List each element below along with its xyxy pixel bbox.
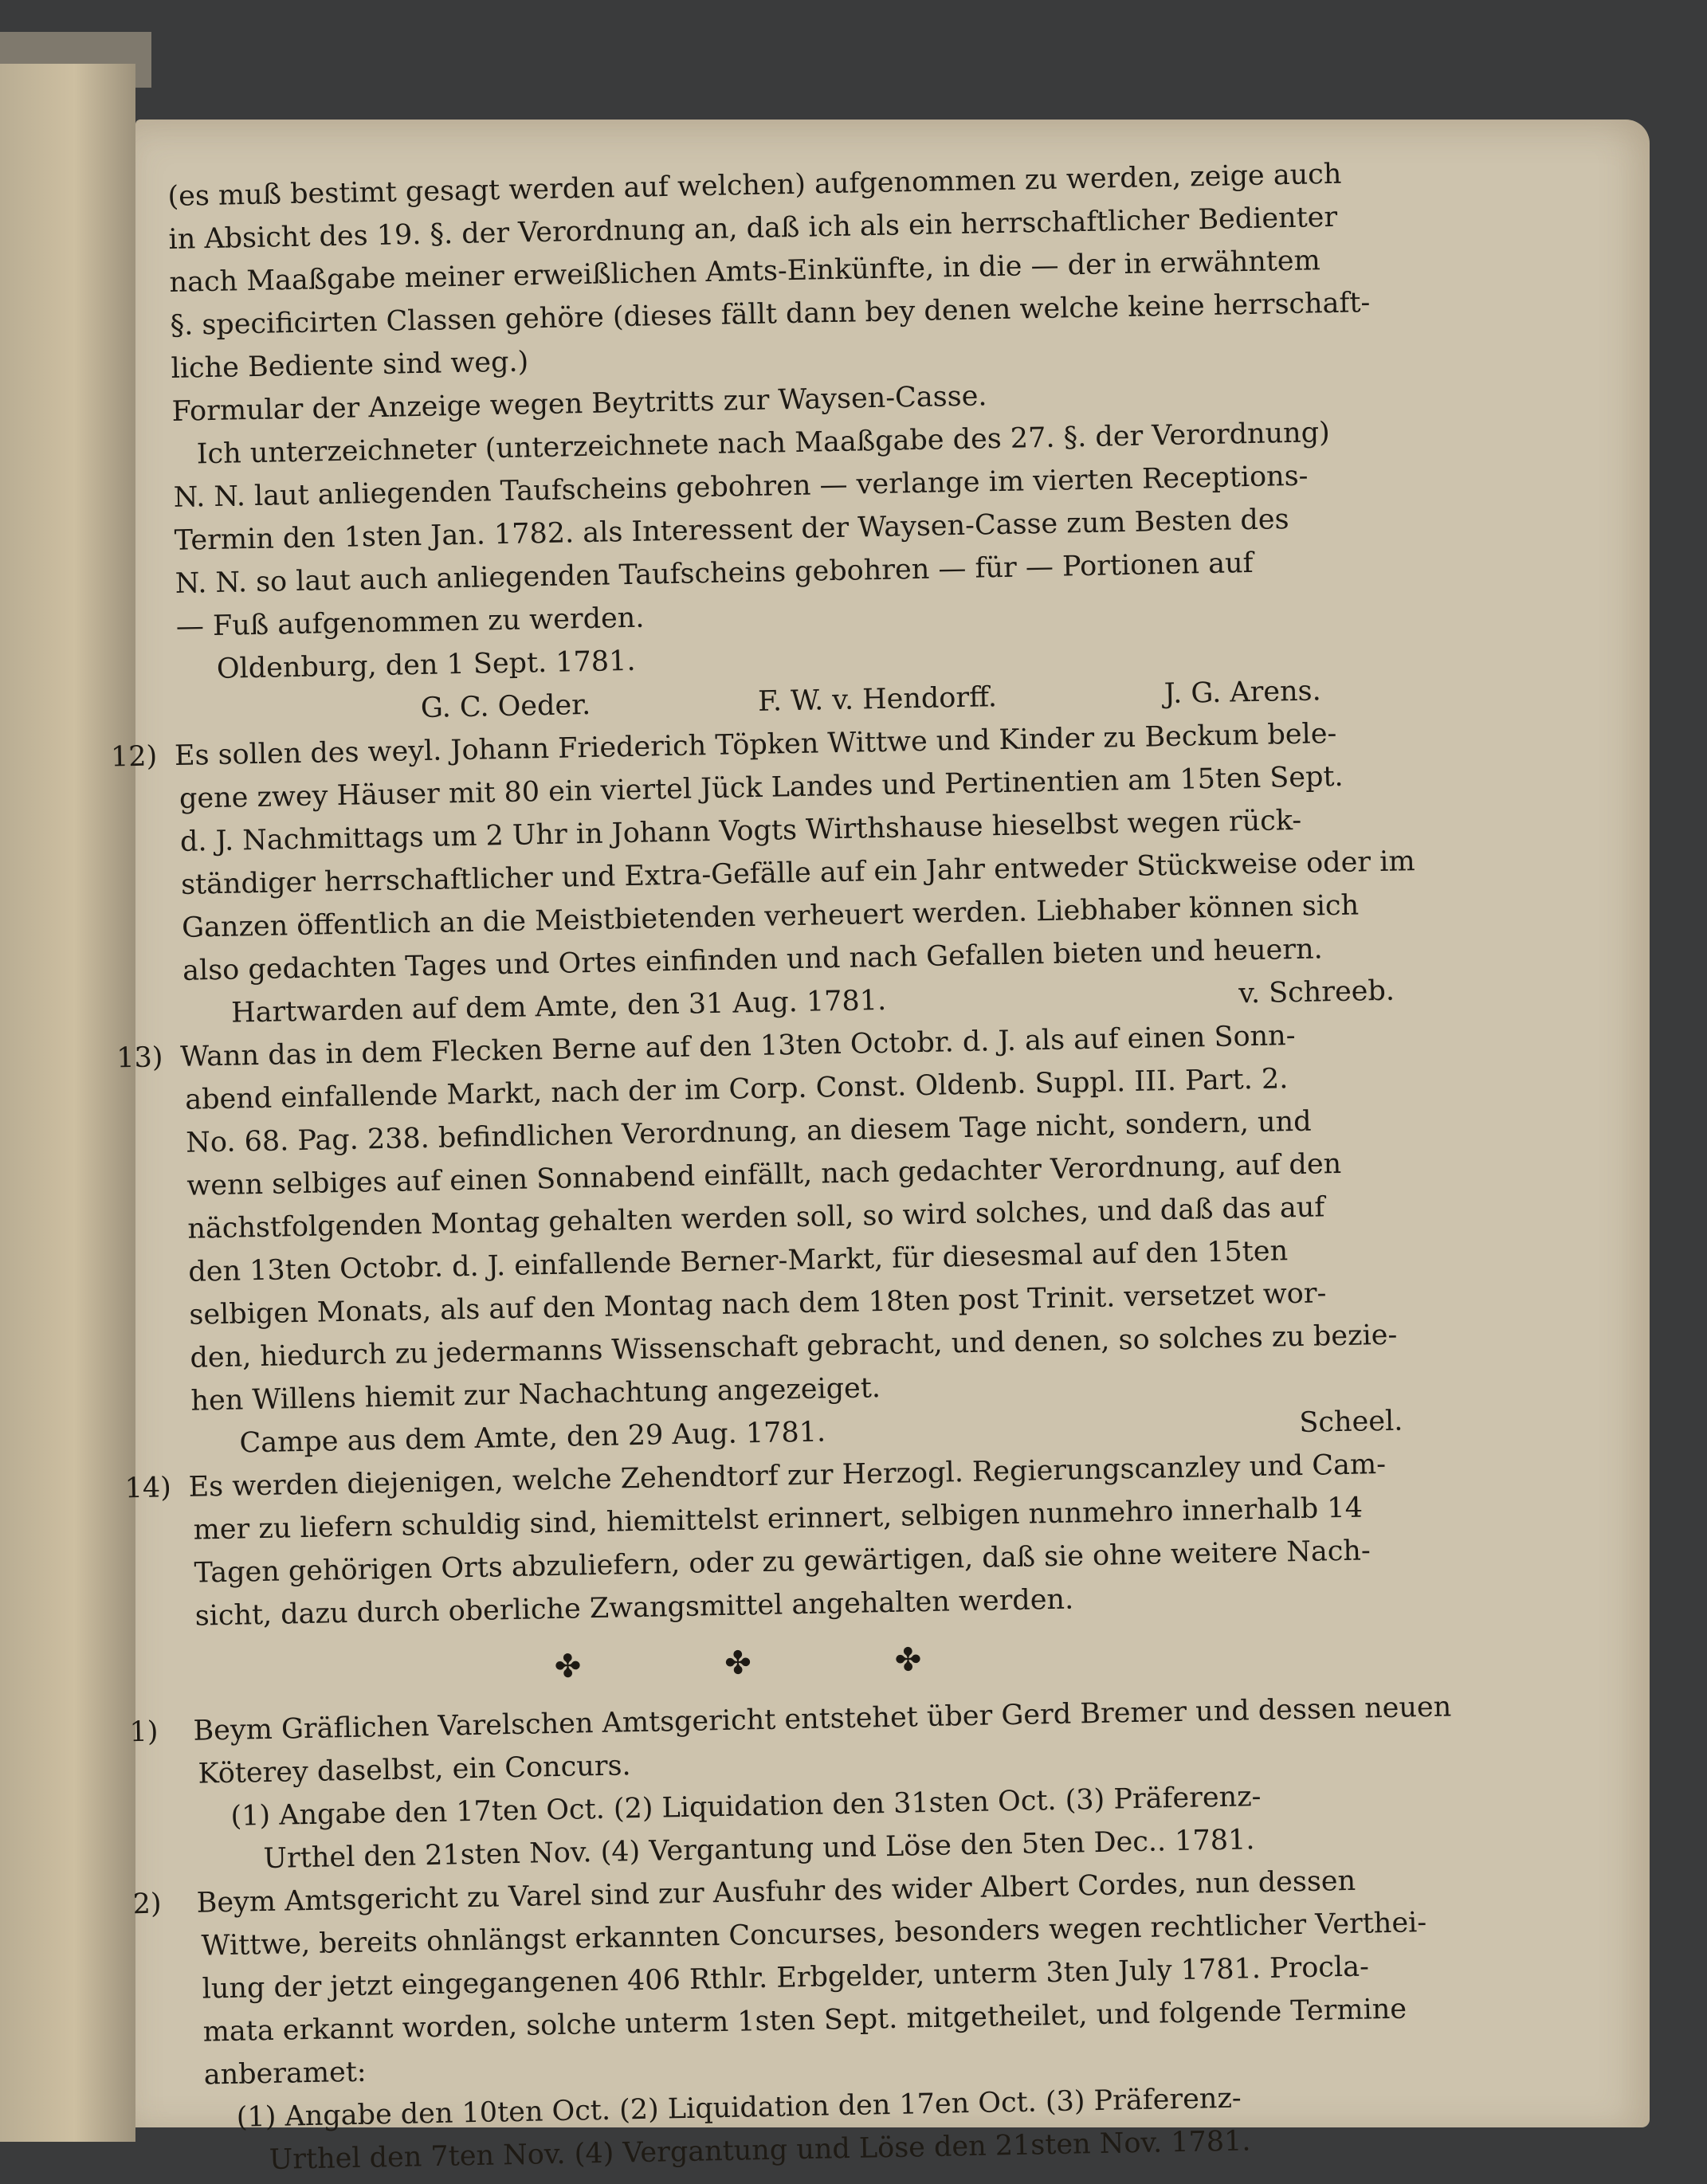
text-line: ständiger herrschaftlicher und Extra-Gefälle auf ein Jahr entweder Stückweise oder im [180,845,1415,901]
text-line: nächstfolgenden Montag gehalten werden soll, so wird solches, und daß das auf [187,1191,1325,1245]
text-line: den, hiedurch zu jedermanns Wissenschaft gebracht, und denen, so solches zu bezie- [190,1319,1398,1374]
text-line: — Fuß aufgenommen zu werden. [175,602,645,643]
text-line: Ich unterzeichneter (unterzeichnete nach Maaßgabe des 27. §. der Verordnung) [196,417,1331,471]
text-line: anberamet: [203,2056,367,2092]
notice-number: 12) [110,740,158,774]
notice-13 [116,1012,1419,1465]
text-line: Termin den 1sten Jan. 1782. als Interessent der Waysen-Casse zum Besten des [174,504,1289,557]
text-line: in Absicht des 19. §. der Verordnung an, daß ich als ein herrschaftlicher Bedienter [168,201,1338,256]
dateline: Hartwarden auf dem Amte, den 31 Aug. 1781. [230,984,887,1029]
text-line: abend einfallende Markt, nach der im Corp. Const. Oldenb. Suppl. III. Part. 2. [184,1063,1289,1116]
left-page-edge [0,64,135,2142]
text-line: Es sollen des weyl. Johann Friederich Töpken Wittwe und Kinder zu Beckum bele- [174,717,1337,772]
notice-number: 1) [129,1715,159,1749]
text-line: mata erkannt worden, solche unterm 1sten Sept. mitgetheilet, und folgende Termine [202,1993,1407,2049]
text-line: No. 68. Pag. 238. befindlichen Verordnung, an diesem Tage nicht, sondern, und [185,1105,1312,1159]
text-line: (es muß bestimt gesagt werden auf welchen) aufgenommen zu werden, zeige auch [167,158,1342,213]
text-line: also gedachten Tages und Ortes einfinden und nach Gefallen bieten und heuern. [182,933,1324,987]
text-line: nach Maaßgabe meiner erweißlichen Amts-Einkünfte, in die — der in erwähntem [169,245,1321,299]
signature-oeder: G. C. Oeder. [420,688,591,725]
text-line: Wann das in dem Flecken Berne auf den 13ten Octobr. d. J. als auf einen Sonn- [179,1020,1296,1073]
signature: Scheel. [1299,1405,1403,1440]
term-line: Urthel den 21sten Nov. (4) Vergantung und Löse den 5ten Dec.. 1781. [263,1824,1255,1876]
text-line: N. N. laut anliegenden Taufscheins gebohren — verlange im vierten Receptions- [173,460,1309,514]
text-line: Ganzen öffentlich an die Meistbietenden verheuert werden. Liebhaber können sich [181,889,1360,944]
text-line: N. N. so laut auch anliegenden Taufscheins gebohren — für — Portionen auf [175,547,1254,600]
notice-number: 14) [124,1472,172,1505]
text-line: Beym Amtsgericht zu Varel sind zur Ausfuhr des wider Albert Cordes, nun dessen [196,1864,1356,1919]
text-line: liche Bediente sind weg.) [171,346,529,385]
notice-14 [124,1442,1422,1638]
term-line: (1) Angabe den 17ten Oct. (2) Liquidation den 31sten Oct. (3) Präferenz- [230,1781,1262,1833]
dateline: Campe aus dem Amte, den 29 Aug. 1781. [239,1416,826,1460]
text-line: Köterey daselbst, ein Concurs. [198,1750,631,1790]
text-line: §. specificirten Classen gehöre (dieses fällt dann bey denen welche keine herrschaft- [170,287,1371,342]
text-line: Es werden diejenigen, welche Zehendtorf zur Herzogl. Regierungscanzley und Cam- [188,1448,1387,1504]
text-line: wenn selbiges auf einen Sonnabend einfällt, nach gedachter Verordnung, auf den [186,1147,1342,1202]
section-divider: ✤✤✤ [554,1638,1065,1686]
text-line: lung der jetzt eingegangenen 406 Rthlr. Erbgelder, unterm 3ten July 1781. Procla- [202,1951,1370,2006]
notice-a1 [129,1686,1452,1882]
text-line: Beym Gräflichen Varelschen Amtsgericht entstehet über Gerd Bremer und dessen neuen [193,1691,1452,1747]
notice-number: 13) [116,1041,163,1075]
text-line: den 13ten Octobr. d. J. einfallende Berner-Markt, für diesesmal auf den 15ten [188,1235,1289,1288]
text-line: selbigen Monats, als auf den Montag nach dem 18ten post Trinit. versetzet wor- [189,1277,1327,1331]
term-line: Urthel den 7ten Nov. (4) Vergantung und Löse den 21sten Nov. 1781. [269,2125,1251,2177]
text-line: d. J. Nachmittags um 2 Uhr in Johann Vogts Wirthshause hieselbst wegen rück- [179,804,1302,858]
notice-12 [110,711,1415,1035]
notice-a2 [132,1858,1433,2182]
signature-arens: J. G. Arens. [1164,675,1322,711]
text-line: mer zu liefern schuldig sind, hiemittelst erinnert, selbigen nunmehro innerhalb 14 [193,1492,1364,1547]
text-line: hen Willens hiemit zur Nachachtung angezeiget. [190,1372,881,1417]
form-heading: Formular der Anzeige wegen Beytritts zur Waysen-Casse. [171,380,987,428]
signature: v. Schreeb. [1238,974,1395,1010]
page-text [110,151,1452,2182]
text-line: Wittwe, bereits ohnlängst erkannten Concurses, besonders wegen rechtlicher Verthei- [201,1907,1427,1962]
dateline: Oldenburg, den 1 Sept. 1781. [216,645,636,685]
text-line: Tagen gehörigen Orts abzuliefern, oder zu gewärtigen, daß sie ohne weitere Nach- [194,1535,1371,1590]
term-line: (1) Angabe den 10ten Oct. (2) Liquidation den 17en Oct. (3) Präferenz- [236,2082,1242,2134]
signature-hendorff: F. W. v. Hendorff. [757,681,998,718]
text-line: gene zwey Häuser mit 80 ein viertel Jück Landes und Pertinentien am 15ten Sept. [179,760,1344,815]
text-line: sicht, dazu durch oberliche Zwangsmittel angehalten werden. [194,1583,1074,1633]
notice-number: 2) [132,1888,162,1921]
